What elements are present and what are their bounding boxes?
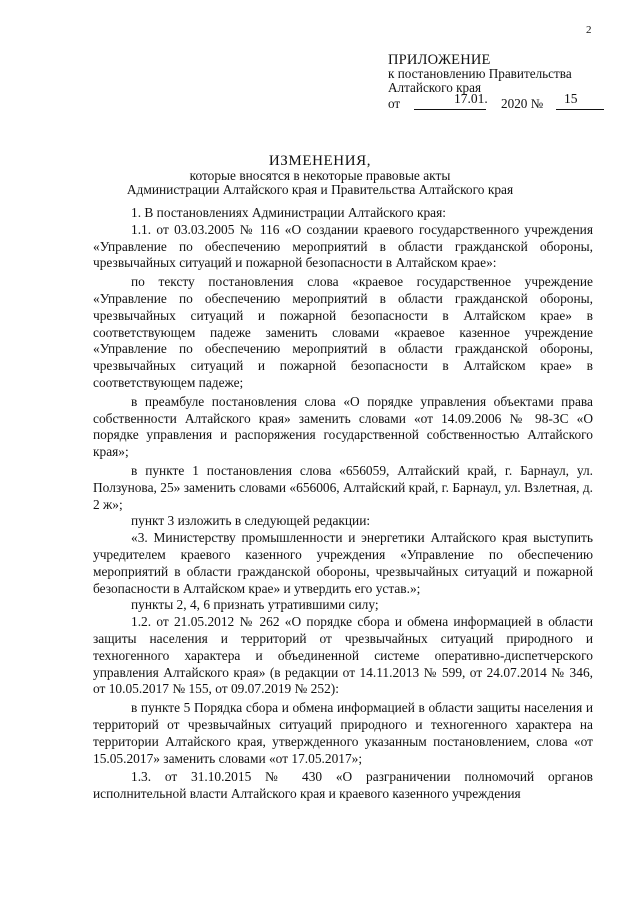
paragraph: 1.2. от 21.05.2012 № 262 «О порядке сбора и обмена информацией в области защиты населения и территорий от чрезвычайных ситуаций природного и техногенного характера и объединенной системе оперативно-диспетчерского управления Алтайского края» (в редакции от 14.11.2013 № 599, от 24.07.2014 № 346, от 10.05.2017 № 155, от 09.07.2019 № 252):	[93, 614, 593, 697]
heading-sub-1: которые вносятся в некоторые правовые акты	[189, 167, 451, 183]
appendix-line-2: Алтайского края	[388, 80, 482, 95]
appendix-date-row	[388, 91, 578, 111]
decree-date: 17.01.	[454, 91, 488, 106]
paragraph: в пункте 5 Порядка сбора и обмена информацией в области защиты населения и территорий от чрезвычайных ситуаций природного и техногенного характера на территории Алтайского края, утвержденного указанным постановлением, слова «от 15.05.2017» заменить словами «от 17.05.2017»;	[93, 700, 593, 766]
decree-year-label: 2020 №	[501, 96, 544, 111]
paragraph: 1.1. от 03.03.2005 № 116 «О создании краевого государственного учреждения «Управление по обеспечению мероприятий в области гражданской обороны, чрезвычайных ситуаций и пожарной безопасности в Алтайском крае»:	[93, 221, 593, 271]
decree-number: 15	[564, 91, 578, 106]
paragraph: пункт 3 изложить в следующей редакции:	[131, 513, 371, 529]
paragraph: пункты 2, 4, 6 признать утратившими силу;	[131, 597, 379, 613]
appendix-title: ПРИЛОЖЕНИЕ	[388, 52, 491, 68]
paragraph: 1. В постановлениях Администрации Алтайского края:	[131, 205, 446, 220]
paragraph: 1.3. от 31.10.2015 № 430 «О разграничении полномочий органов исполнительной власти Алтайского края и краевого казенного учреждения	[93, 769, 593, 802]
paragraph: в пункте 1 постановления слова «656059, Алтайский край, г. Барнаул, ул. Ползунова, 25» заменить словами «656006, Алтайский край, г. Барнаул, ул. Взлетная, д. 2 ж»;	[93, 462, 593, 512]
paragraph: по тексту постановления слова «краевое государственное учреждение «Управление по обеспечению мероприятий в области гражданской обороны, чрезвычайных ситуаций и пожарной безопасности в Алтайском крае» в соответствующем падеже заменить словами «краевое казенное учреждение «Управление по обеспечению мероприятий в области гражданской обороны, чрезвычайных ситуаций и пожарной безопасности в Алтайском крае» в соответствующем падеже;	[93, 274, 593, 390]
heading-sub-2: Администрации Алтайского края и Правительства Алтайского края	[126, 182, 514, 197]
number-underline	[556, 109, 604, 110]
appendix-line-1: к постановлению Правительства	[388, 66, 572, 81]
document-heading	[90, 154, 550, 198]
from-label: от	[388, 96, 401, 111]
paragraph: «3. Министерству промышленности и энергетики Алтайского края выступить учредителем краевого казенного учреждения «Управление по обеспечению мероприятий в области гражданской обороны, чрезвычайных ситуаций и пожарной безопасности в Алтайском крае» и утвердить его устав.»;	[93, 530, 593, 596]
paragraph: в преамбуле постановления слова «О порядке управления объектами права собственности Алтайского края» заменить словами «от 14.09.2006 № 98-ЗС «О порядке управления и распоряжения государственной собственностью Алтайского края»;	[93, 393, 593, 460]
page-number: 2	[586, 24, 592, 36]
date-underline	[414, 109, 486, 110]
heading-title: ИЗМЕНЕНИЯ,	[268, 153, 372, 169]
document-body	[93, 205, 593, 803]
appendix-block	[388, 52, 578, 111]
